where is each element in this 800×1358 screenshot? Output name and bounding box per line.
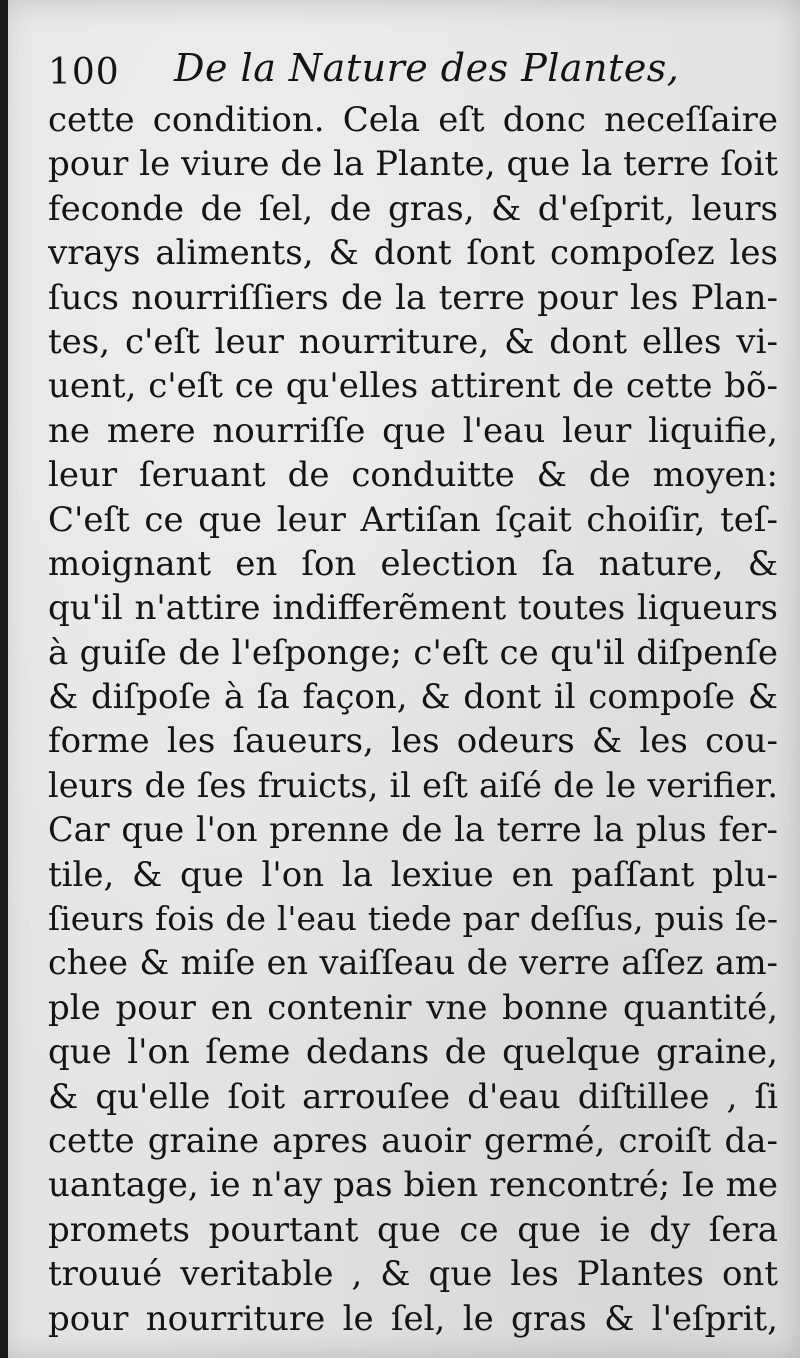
text-line: vrays aliments, & dont ſont compoſez les [48,233,778,274]
text-line: ne mere nourriſſe que l'eau leur liquifie, [48,410,778,451]
text-line: moignant en ſon election ſa nature, & [48,543,778,584]
text-line: & qu'elle ſoit arrouſee d'eau diſtillee , ſi [48,1076,778,1117]
text-line: ſucs nourriſſiers de la terre pour les Plan- [48,277,778,318]
text-line: qu'il n'attire indifferẽment toutes liqueurs [48,588,778,629]
text-line: ple pour en contenir vne bonne quantité, [48,987,778,1028]
text-line: Car que l'on prenne de la terre la plus fer- [48,810,778,850]
text-line: leur ſeruant de conduitte & de moyen: [48,455,778,496]
page-header [48,46,768,102]
text-line: pour le viure de la Plante, que la terre ſoit [48,144,778,185]
body-text [48,98,778,1341]
text-line: cette graine apres auoir germé, croiſt da- [48,1120,778,1161]
text-line: feconde de ſel, de gras, & d'eſprit, leurs [48,188,778,229]
text-line: forme les ſaueurs, les odeurs & les cou- [48,721,778,762]
text-line: trouué veritable , & que les Plantes ont [48,1254,778,1295]
text-line: chee & miſe en vaiſſeau de verre aſſez am- [48,943,778,983]
text-line: uantage, ie n'ay pas bien rencontré; Ie me [48,1165,778,1206]
text-line: uent, c'eſt ce qu'elles attirent de cette bõ- [48,366,778,407]
text-line: cette condition. Cela eſt donc neceſſaire [48,100,778,140]
text-line: ſieurs fois de l'eau tiede par deſſus, puis ſe- [48,899,778,939]
text-line: à guiſe de l'eſponge; c'eſt ce qu'il diſpenſe [48,632,778,673]
text-line: & diſpoſe à ſa façon, & dont il compoſe & [48,677,778,718]
text-line: pour nourriture le ſel, le gras & l'eſprit, [48,1298,778,1339]
text-line: tes, c'eſt leur nourriture, & dont elles vi- [48,321,778,362]
running-head: De la Nature des Plantes, [174,46,680,90]
text-line: C'eſt ce que leur Artiſan ſçait choiſir, teſ- [48,499,778,540]
text-line: promets pourtant que ce que ie dy ſera [48,1209,778,1250]
page-number: 100 [48,52,120,93]
text-line: leurs de ſes fruicts, il eſt aiſé de le verifier. [48,765,778,805]
text-line: tile, & que l'on la lexiue en paſſant plu- [48,854,778,895]
text-line: que l'on ſeme dedans de quelque graine, [48,1032,778,1073]
